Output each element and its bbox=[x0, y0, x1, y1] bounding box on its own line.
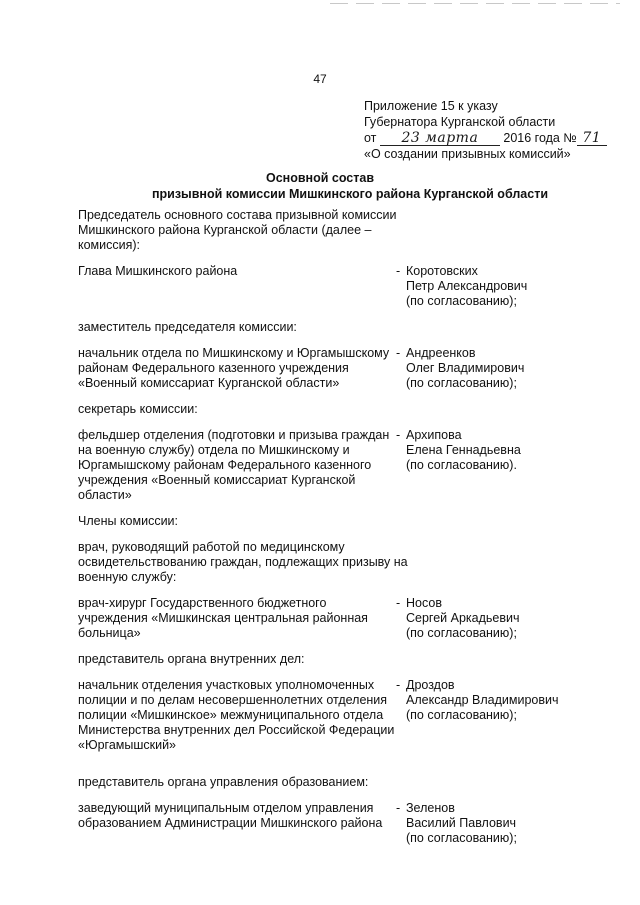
commission-composition bbox=[78, 208, 618, 857]
member-note: (по согласованию); bbox=[406, 626, 517, 640]
section-label-deputy: заместитель председателя комиссии: bbox=[78, 320, 297, 334]
member-name-block bbox=[396, 596, 606, 641]
member-name-block bbox=[396, 346, 606, 391]
header-line1: Приложение 15 к указу bbox=[364, 99, 498, 113]
member-row-police bbox=[78, 678, 618, 753]
member-surname: Носов bbox=[406, 596, 442, 610]
page-number: 47 bbox=[313, 72, 327, 86]
member-row-secretary bbox=[78, 428, 618, 503]
section-label-secretary: секретарь комиссии: bbox=[78, 402, 198, 416]
member-given-names: Василий Павлович bbox=[406, 816, 517, 830]
member-surname: Андреенков bbox=[406, 346, 476, 360]
title-line1: Основной состав bbox=[265, 171, 375, 185]
member-surname: Зеленов bbox=[406, 801, 455, 815]
member-given-names: Александр Владимирович bbox=[406, 693, 559, 707]
member-position: Глава Мишкинского района bbox=[78, 264, 238, 278]
date-prefix: от bbox=[364, 131, 377, 145]
handwritten-number: 71 bbox=[577, 132, 607, 146]
member-row-doctor bbox=[78, 596, 618, 641]
appendix-header bbox=[364, 98, 624, 162]
date-suffix: 2016 года № bbox=[503, 131, 577, 145]
member-name-block bbox=[396, 678, 606, 723]
member-position: начальник отдела по Мишкинскому и Юргамышскому районам Федерального казенного учреждения «Военный комиссариат Курганской области» bbox=[78, 346, 390, 390]
member-given-names: Сергей Аркадьевич bbox=[406, 611, 520, 625]
document-title bbox=[0, 170, 640, 202]
member-surname: Дроздов bbox=[406, 678, 455, 692]
member-name-block bbox=[396, 264, 606, 309]
member-name-block bbox=[396, 428, 606, 473]
member-position: врач-хирург Государственного бюджетного учреждения «Мишкинская центральная районная больница» bbox=[78, 596, 368, 640]
member-position: начальник отделения участковых уполномоченных полиции и по делам несовершеннолетних отделения полиции «Мишкинское» межмуниципального отдела Министерства внутренних дел Российской Федерации «Юргамышский» bbox=[78, 678, 395, 752]
section-label-members: Члены комиссии: bbox=[78, 514, 179, 528]
scan-artifact bbox=[330, 3, 620, 4]
member-row-deputy bbox=[78, 346, 618, 391]
section-label-doctor: врач, руководящий работой по медицинскому освидетельствованию граждан, подлежащих призыву на военную службу: bbox=[78, 540, 408, 584]
member-given-names: Петр Александрович bbox=[406, 279, 528, 293]
dash-separator: - bbox=[396, 428, 401, 442]
member-row-chair bbox=[78, 264, 618, 309]
dash-separator: - bbox=[396, 264, 401, 278]
member-position: заведующий муниципальным отделом управления образованием Администрации Мишкинского района bbox=[78, 801, 383, 830]
title-line2: призывной комиссии Мишкинского района Курганской области bbox=[151, 187, 549, 201]
member-given-names: Елена Геннадьевна bbox=[406, 443, 521, 457]
member-row-education bbox=[78, 801, 618, 846]
member-note: (по согласованию); bbox=[406, 376, 517, 390]
header-line4: «О создании призывных комиссий» bbox=[364, 147, 571, 161]
member-note: (по согласованию); bbox=[406, 294, 517, 308]
member-given-names: Олег Владимирович bbox=[406, 361, 525, 375]
dash-separator: - bbox=[396, 678, 401, 692]
section-label-police: представитель органа внутренних дел: bbox=[78, 652, 305, 666]
member-surname: Архипова bbox=[406, 428, 462, 442]
dash-separator: - bbox=[396, 596, 401, 610]
header-line2: Губернатора Курганской области bbox=[364, 115, 556, 129]
intro-text: Председатель основного состава призывной комиссии Мишкинского района Курганской области (далее – комиссия): bbox=[78, 208, 397, 252]
header-date-line bbox=[364, 130, 624, 146]
member-surname: Коротовских bbox=[406, 264, 478, 278]
handwritten-date: 23 марта bbox=[380, 132, 500, 146]
section-label-education: представитель органа управления образованием: bbox=[78, 775, 369, 789]
dash-separator: - bbox=[396, 801, 401, 815]
member-note: (по согласованию); bbox=[406, 708, 517, 722]
member-position: фельдшер отделения (подготовки и призыва граждан на военную службу) отдела по Мишкинскому и Юргамышскому районам Федерального казенного учреждения «Военный комиссариат Курганской области» bbox=[78, 428, 390, 502]
member-note: (по согласованию); bbox=[406, 831, 517, 845]
dash-separator: - bbox=[396, 346, 401, 360]
member-note: (по согласованию). bbox=[406, 458, 517, 472]
member-name-block bbox=[396, 801, 606, 846]
